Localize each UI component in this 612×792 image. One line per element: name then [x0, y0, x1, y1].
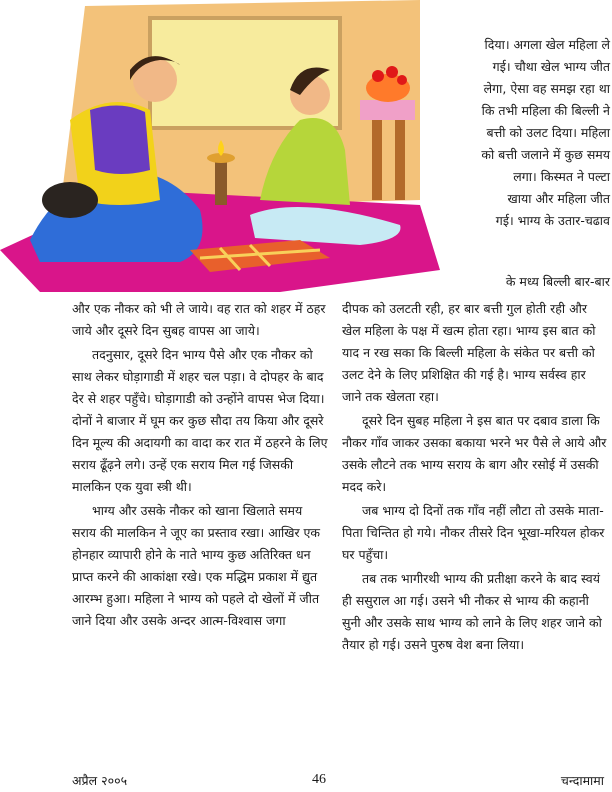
paragraph: और एक नौकर को भी ले जाये। वह रात को शहर में ठहर जाये और दूसरे दिन सुबह वापस आ जाये। — [72, 301, 326, 338]
side-table — [360, 100, 415, 120]
paragraph: दूसरे दिन सुबह महिला ने इस बात पर दबाव डाला कि नौकर गाँव जाकर उसका बकाया भरने भर पैसे ले आये और उसके लौटने तक भाग्य सराय के बाग और रसोई में उसकी मदद करे। — [342, 413, 607, 494]
text-line: गई। भाग्य के उतार-चढाव — [495, 213, 610, 228]
cat-icon — [42, 182, 98, 218]
story-illustration — [0, 0, 440, 292]
left-column — [72, 298, 330, 634]
paragraph: दीपक को उलटती रही, हर बार बत्ती गुल होती रही और खेल महिला के पक्ष में खत्म होता रहा। भाग्य इस बात को याद न रख सका कि बिल्ली महिला के संकेत पर बत्ती को उलट देने के लिए प्रशिक्षित की गई है। भाग्य सर्वस्व हार जाने तक खेलता रहा। — [342, 301, 596, 404]
text-line: लगा। किस्मत ने पल्टा — [513, 169, 610, 184]
text-line: के मध्य बिल्ली बार-बार — [505, 274, 610, 289]
footer-date: अप्रैल २००५ — [72, 773, 128, 788]
right-column — [342, 298, 608, 658]
page-footer — [0, 772, 612, 792]
text-line: को बत्ती जलाने में कुछ समय — [481, 147, 610, 162]
paragraph: तदनुसार, दूसरे दिन भाग्य पैसे और एक नौकर को साथ लेकर घोड़ागाडी में शहर चल पड़ा। वे दोपहर के बाद देर से शहर पहुँचे। घोड़ागाडी को उन्होंने वापस भेज दिया। दोनों ने बाजार में घूम कर कुछ सौदा तय किया और दूसरे दिन मूल्य की अदायगी का वादा कर रात में ठहरने के लिए सराय ढूँढ़ने लगे। उन्हें एक सराय मिल गई जिसकी मालकिन एक युवा स्त्री थी। — [72, 347, 328, 494]
text-line: लेगा, ऐसा वह समझ रहा था — [483, 81, 610, 96]
paragraph: जब भाग्य दो दिनों तक गाँव नहीं लौटा तो उसके माता-पिता चिन्तित हो गये। नौकर तीसरे दिन भूखा-मरियल होकर घर पहुँचा। — [342, 503, 605, 562]
top-right-column — [420, 34, 610, 232]
text-line: दिया। अगला खेल महिला ले — [484, 37, 610, 52]
magazine-name: चन्दामामा — [560, 773, 604, 788]
lamp-stand — [215, 160, 227, 205]
text-line: गई। चौथा खेल भाग्य जीत — [492, 59, 610, 74]
text-line: बत्ती को उलट दिया। महिला — [486, 125, 610, 140]
text-line: खाया और महिला जीत — [507, 191, 610, 206]
text-line: कि तभी महिला की बिल्ली ने — [481, 103, 610, 118]
paragraph: तब तक भागीरथी भाग्य की प्रतीक्षा करने के बाद स्वयं ही ससुराल आ गई। उसने भी नौकर से भाग्य की कहानी सुनी और उसके साथ भाग्य को लाने के लिए शहर जाने को तैयार हो गई। उसने पुरुष वेश बना लिया। — [342, 571, 602, 652]
paragraph: भाग्य और उसके नौकर को खाना खिलाते समय सराय की मालकिन ने जूए का प्रस्ताव रखा। आखिर एक होनहार व्यापारी होने के नाते भाग्य कुछ अतिरिक्त धन प्राप्त करने की आकांक्षा रखे। एक मद्धिम प्रकाश में द्युत आरम्भ हुआ। महिला ने भाग्य को पहले दो खेलों में जीत जाने दिया और उसके अन्दर आत्म-विश्वास जगा — [72, 503, 321, 628]
page-number: 46 — [312, 772, 326, 787]
